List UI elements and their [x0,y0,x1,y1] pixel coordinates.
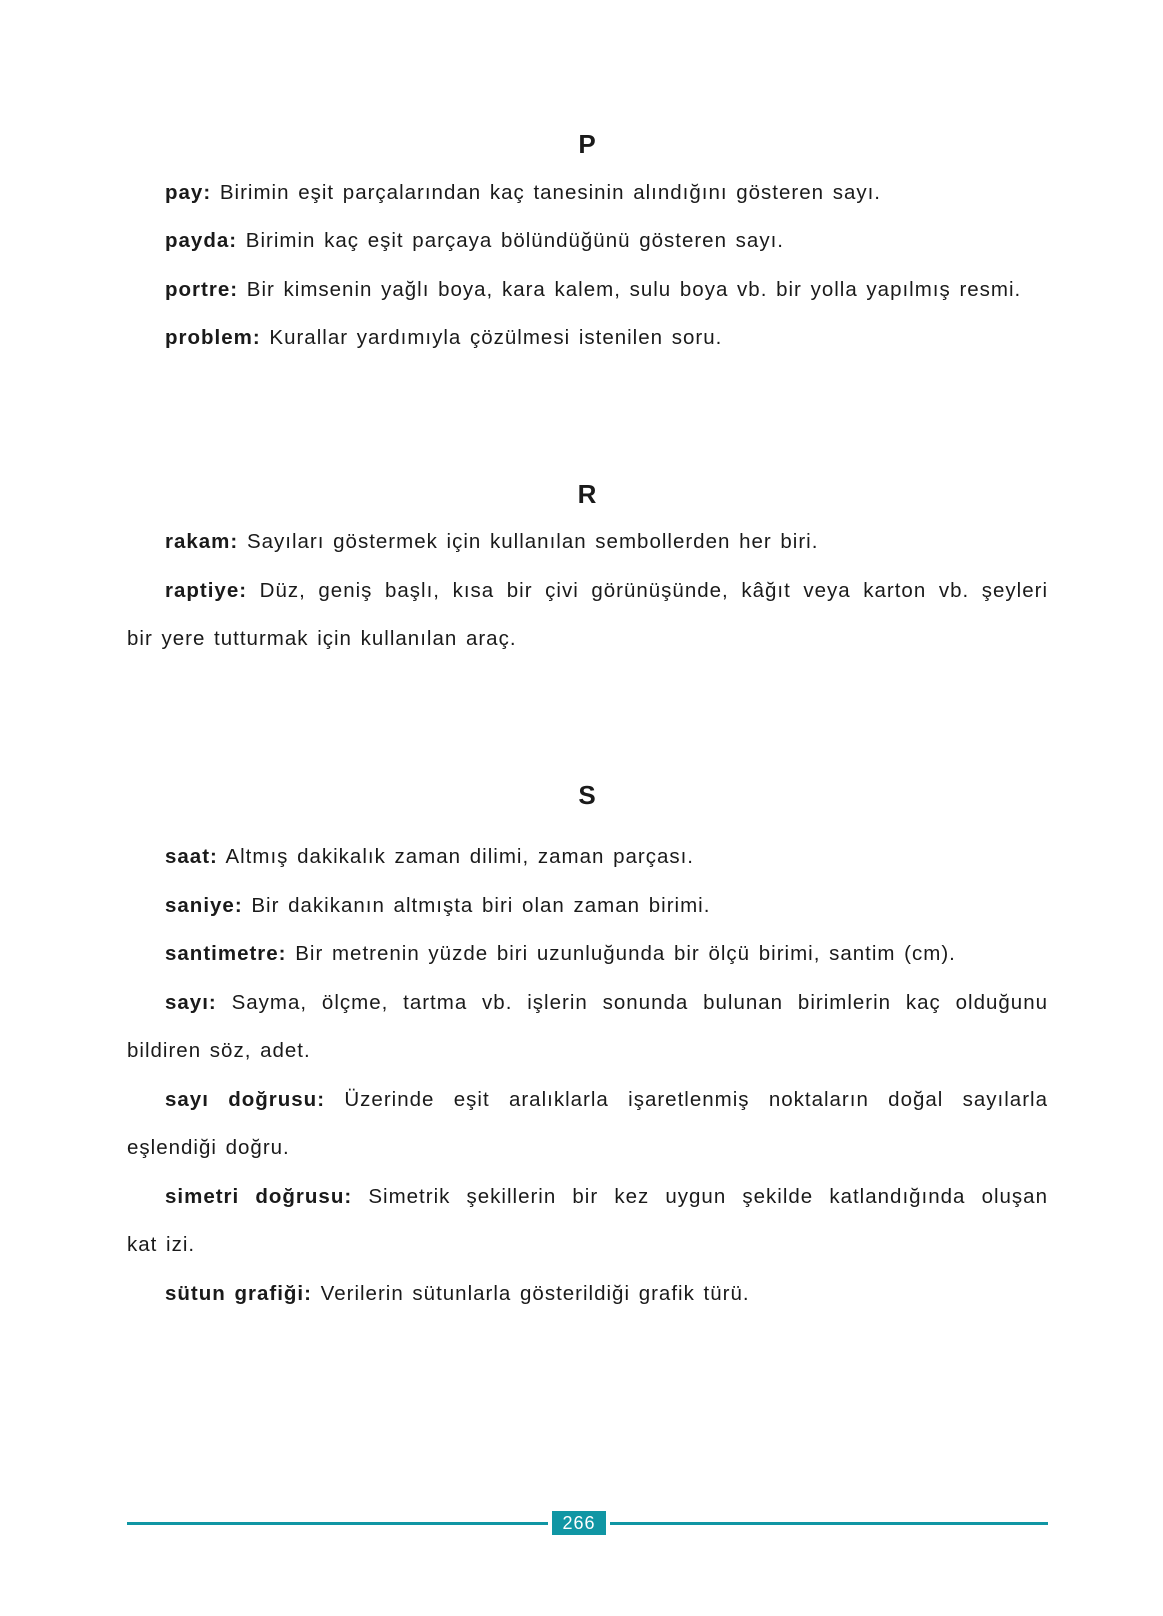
definition-line: Simetrik şekillerin bir kez uygun şekilde katlandığında oluşan [368,1184,1048,1208]
definition-line: eşlendiği doğru. [127,1136,290,1159]
glossary-entry [127,266,1048,315]
term: problem: [165,326,261,349]
definition-line: Bir metrenin yüzde biri uzunluğunda bir ölçü birimi, santim (cm). [295,942,956,965]
glossary-entry [127,217,1048,266]
definition-line: kat izi. [127,1233,196,1256]
term: sütun grafiği: [165,1281,312,1305]
definition-line: Bir kimsenin yağlı boya, kara kalem, sulu boya vb. bir yolla yapılmış resmi. [246,277,1022,301]
glossary-entry [127,169,1048,218]
definition-line: Sayıları göstermek için kullanılan sembollerden her biri. [246,530,819,553]
glossary-entry [127,1076,1048,1173]
glossary-entry [127,567,1048,664]
definition-line: Sayma, ölçme, tartma vb. işlerin sonunda bulunan birimlerin kaç olduğunu [231,990,1048,1014]
page-number: 266 [562,1513,596,1533]
term: raptiye: [165,578,248,602]
term: simetri doğrusu: [165,1184,353,1208]
term: saat: [165,845,218,868]
definition-line: Üzerinde eşit aralıklarla işaretlenmiş noktaların doğal sayılarla [344,1087,1048,1111]
definition-line: Verilerin sütunlarla gösterildiği grafik türü. [320,1281,750,1305]
section-r [127,470,1048,664]
section-letter-p: P [578,129,597,159]
definition-line: Düz, geniş başlı, kısa bir çivi görünüşünde, kâğıt veya karton vb. şeyleri [259,578,1048,602]
glossary-entry [127,833,1048,882]
section-letter-r: R [577,478,598,509]
definition-line: bildiren söz, adet. [127,1039,311,1062]
section-p [127,120,1048,363]
glossary-entry [127,979,1048,1076]
definition-line: Altmış dakikalık zaman dilimi, zaman parçası. [225,845,694,868]
term: rakam: [165,530,239,553]
glossary-content [127,120,1048,1318]
glossary-entry [127,314,1048,363]
definition-line: Kurallar yardımıyla çözülmesi istenilen soru. [269,326,723,349]
term: portre: [165,277,239,301]
term: saniye: [165,893,243,917]
glossary-entry [127,1173,1048,1270]
page-number-badge [548,1507,610,1539]
section-letter-s: S [578,779,597,810]
glossary-entry [127,518,1048,567]
definition-line: bir yere tutturmak için kullanılan araç. [127,627,517,650]
term: sayı: [165,990,217,1014]
definition-line: Bir dakikanın altmışta biri olan zaman birimi. [251,893,711,917]
term: sayı doğrusu: [165,1087,326,1111]
glossary-entry [127,882,1048,931]
term: santimetre: [165,942,287,965]
term: pay: [165,180,212,204]
glossary-entry [127,1270,1048,1319]
definition-line: Birimin eşit parçalarından kaç tanesinin alındığını gösteren sayı. [219,180,882,204]
definition-line: Birimin kaç eşit parçaya bölündüğünü gösteren sayı. [245,229,784,252]
term: payda: [165,229,238,252]
glossary-entry [127,930,1048,979]
section-s [127,771,1048,1319]
